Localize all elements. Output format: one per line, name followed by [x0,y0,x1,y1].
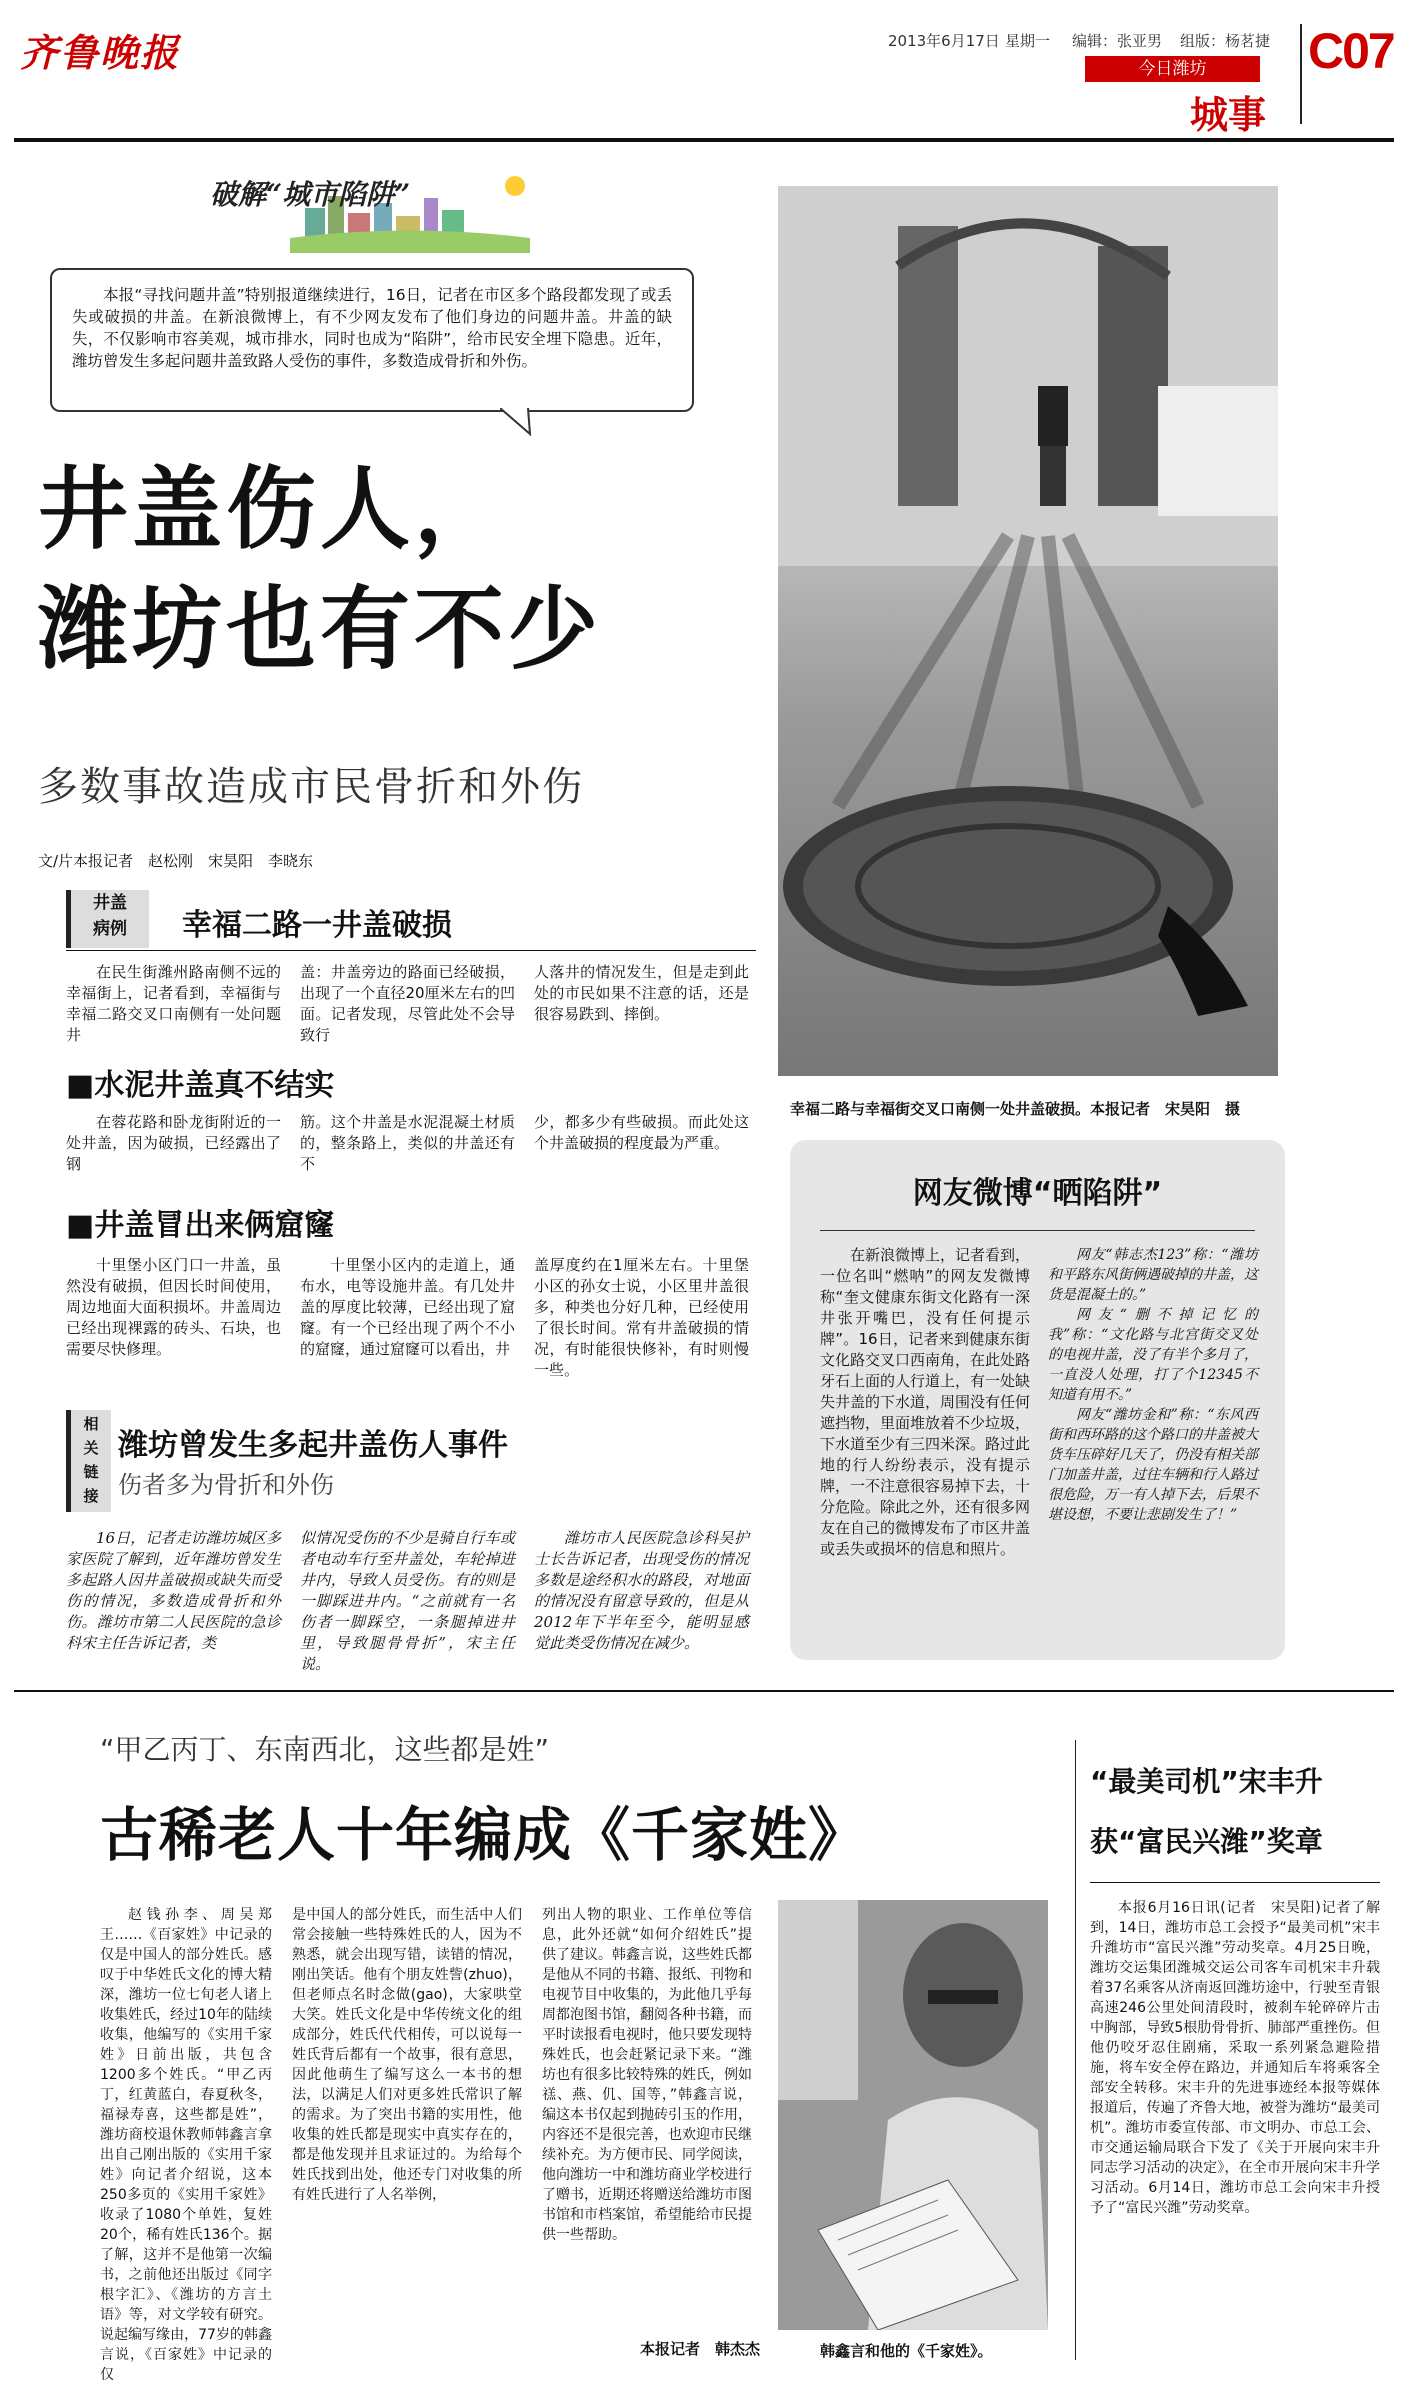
case1-col1: 在民生街潍州路南侧不远的幸福街上，记者看到，幸福街与幸福二路交叉口南侧有一处问题井 [66,963,281,1044]
related-col3: 潍坊市人民医院急诊科吴护士长告诉记者，出现受伤的情况多数是途经积水的路段，对地面的情况没有留意导致的，但是从2012年下半年至今，能明显感觉此类受伤情况在减少。 [534,1529,749,1652]
case3-col2: 十里堡小区内的走道上，通布水，电等设施井盖。有几处井盖的厚度比较薄，已经出现了窟窿。有一个已经出现了两个不小的窟窿，通过窟窿可以看出，井 [300,1256,515,1358]
lead-box [50,268,694,412]
newspaper-logo: 齐鲁晚报 [20,30,181,75]
section-name: 城事 [1190,93,1267,137]
case3-col1: 十里堡小区门口一井盖，虽然没有破损，但因长时间使用，周边地面大面积损坏。井盖周边已经出现裸露的砖头、石块，也需要尽快修理。 [66,1256,281,1358]
case2-col1: 在蓉花路和卧龙街附近的一处井盖，因为破损，已经露出了钢 [66,1113,281,1173]
story2-kicker: “甲乙丙丁、东南西北，这些都是姓” [100,1733,550,1766]
story3-body: 本报6月16日讯(记者 宋昊阳)记者了解到，14日，潍坊市总工会授予“最美司机”宋丰升潍坊市“富民兴潍”劳动奖章。4月25日晚，潍坊交运集团潍城交运公司客车司机宋丰升载着37名乘客从济南返回潍坊途中，行驶至青银高速246公里处间清段时，被刹车轮碎碎片击中胸部，导致5根肋骨骨折、肺部严重挫伤。但他仍咬牙忍住剧痛，采取一系列紧急避险措施，将车安全停在路边，并通知后车将乘客全部安全转移。宋丰升的先进事迹经本报等媒体报道后，传遍了齐鲁大地，被誉为潍坊“最美司机”。潍坊市委宣传部、市文明办、市总工会、市交通运输局联合下发了《关于开展向宋丰升同志学习活动的决定》，在全市开展向宋丰升学习活动。6月14日，潍坊市总工会向宋丰升授予了“富民兴潍”劳动奖章。 [1090,1900,1380,2216]
weibo-post-3: 网友“潍坊金和”称：“东风西街和西环路的这个路口的井盖被大货车压碎好几天了，仍没有相关部门加盖井盖，过往车辆和行人路过很危险，万一有人掉下去，后果不堪设想，不要让悲剧发生了！” [1048,1407,1258,1523]
story2-title: 古稀老人十年编成《千家姓》 [100,1801,868,1869]
headline-byline: 文/片本报记者 赵松刚 宋昊阳 李晓东 [38,852,314,870]
story2-col1: 赵钱孙李、周吴郑王……《百家姓》中记录的仅是中国人的部分姓氏。感叹于中华姓氏文化的博大精深，潍坊一位七旬老人诸上收集姓氏，经过10年的陆续收集，他编写的《实用千家姓》日前出版，共包含1200多个姓氏。“甲乙丙丁，红黄蓝白，春夏秋冬，福禄寿喜，这些都是姓”，潍坊商校退休教师韩鑫言拿出自己刚出版的《实用千家姓》向记者介绍说，这本250多页的《实用千家姓》收录了1080个单姓，复姓20个，稀有姓氏136个。据了解，这并不是他第一次编书，之前他还出版过《同字根字汇》、《潍坊的方言土语》等，对文学较有研究。说起编写缘由，77岁的韩鑫言说，《百家姓》中记录的仅 [100,1907,272,2383]
headline-subtitle: 多数事故造成市民骨折和外伤 [38,764,584,810]
issue-weekday: 星期一 [1005,32,1051,50]
weibo-post-1: 网友“韩志杰123”称：“潍坊和平路东风街俩遇破掉的井盖，这货是混凝土的。” [1048,1247,1258,1303]
related-tag-char2: 关 [83,1439,99,1457]
story2-photo [778,1900,1048,2330]
topic-banner [210,168,550,258]
headline-line1: 井盖伤人， [38,457,508,562]
case-tag [66,890,149,948]
related-tag-char4: 接 [83,1487,99,1505]
case2-title: ■水泥井盖真不结实 [66,1068,335,1103]
case1-title: 幸福二路一井盖破损 [182,908,452,943]
weibo-post-2: 网友“删不掉记忆的我”称：“文化路与北宫街交叉处的电视井盖，没了有半个多月了，一直没人处理，打了个12345不知道有用不。” [1048,1307,1258,1403]
weibo-title-rule [820,1230,1255,1231]
story2-col2: 是中国人的部分姓氏，而生活中人们常会接触一些特殊姓氏的人，因为不熟悉，就会出现写错，读错的情况，刚出笑话。他有个朋友姓訾(zhuo)，但老师点名时念做(gao)，大家哄堂大笑。姓氏文化是中华传统文化的组成部分，姓氏代代相传，可以说每一姓氏背后都有一个故事，很有意思，因此他萌生了编写这么一本书的想法，以满足人们对更多姓氏常识了解的需求。为了突出书籍的实用性，他收集的姓氏都是现实中真实存在的，都是他发现并且求证过的。为给每个姓氏找到出处，他还专门对收集的所有姓氏进行了人名举例， [292,1907,522,2203]
related-col1: 16日，记者走访潍坊城区多家医院了解到，近年潍坊曾发生多起路人因井盖破损或缺失而受伤的情况，多数造成骨折和外伤。潍坊市第二人民医院的急诊科宋主任告诉记者，类 [66,1529,281,1652]
weibo-box [790,1140,1285,1660]
story2-col3: 列出人物的职业、工作单位等信息，此外还就“如何介绍姓氏”提供了建议。韩鑫言说，这些姓氏都是他从不同的书籍、报纸、刊物和电视节目中收集的，为此他几乎每周都泡图书馆，翻阅各种书籍，而平时读报看电视时，他只要发现特殊姓氏，也会赶紧记录下来。“潍坊也有很多比较特殊的姓氏，例如禚、燕、仉、国等，”韩鑫言说，编这本书仅起到抛砖引玉的作用，内容还不是很完善，也欢迎市民继续补充。为方便市民、同学阅读，他向潍坊一中和潍坊商业学校进行了赠书，近期还将赠送给潍坊市图书馆和市档案馆，希望能给市民提供一些帮助。 [542,1907,752,2243]
lead-box-text: 本报“寻找问题井盖”特别报道继续进行，16日，记者在市区多个路段都发现了或丢失或破损的井盖。在新浪微博上，有不少网友发布了他们身边的问题井盖。井盖的缺失，不仅影响市容美观，城市排水，同时也成为“陷阱”，给市民安全埋下隐患。近年，潍坊曾发生多起问题井盖致路人受伤的事件，多数造成骨折和外伤。 [72,286,672,370]
topic-banner-title: 破解“城市陷阱” [210,178,411,211]
story3-title1: “最美司机”宋丰升 [1090,1765,1323,1798]
case2-col3: 少，都多少有些破损。而此处这个井盖破损的程度最为严重。 [534,1113,749,1152]
main-photo-caption: 幸福二路与幸福街交叉口南侧一处井盖破损。本报记者 宋昊阳 摄 [790,1100,1241,1118]
section-divider [14,1690,1394,1692]
case1-col2: 盖：井盖旁边的路面已经破损，出现了一个直径20厘米左右的凹面。记者发现，尽管此处不会导致行 [300,963,515,1044]
section-tag: 今日潍坊 [1085,56,1260,82]
story3-title2: 获“富民兴潍”奖章 [1090,1825,1323,1858]
page-number: C07 [1308,23,1394,79]
page-editor: 编辑：张亚男 [1072,32,1163,50]
related-title: 潍坊曾发生多起井盖伤人事件 [118,1428,508,1463]
case-rule [66,950,756,951]
masthead-rule [14,138,1394,142]
related-tag-char3: 链 [83,1463,99,1481]
related-col2: 似情况受伤的不少是骑自行车或者电动车行至井盖处，车轮掉进井内，导致人员受伤。有的则是一脚踩进井内。“之前就有一名伤者一脚踩空，一条腿掉进井里，导致腿骨骨折”，宋主任说。 [300,1529,515,1673]
main-photo-manhole [778,186,1278,1076]
story2-byline: 本报记者 韩杰杰 [640,2340,761,2358]
related-subtitle: 伤者多为骨折和外伤 [118,1471,334,1499]
story3-vertical-rule [1075,1740,1076,2360]
case-tag-line1: 井盖 [93,893,127,913]
old-man-reading-image [778,1900,1048,2330]
lead-box-pointer [500,408,540,438]
story3-title-rule [1090,1882,1380,1883]
page-designer: 组版：杨茗捷 [1180,32,1271,50]
case1-col3: 人落井的情况发生，但是走到此处的市民如果不注意的话，还是很容易跌到、摔倒。 [534,963,749,1023]
weibo-title: 网友微博“晒陷阱” [912,1176,1163,1211]
case3-col3: 盖厚度约在1厘米左右。十里堡小区的孙女士说，小区里井盖很多，种类也分好几种，已经使用了很长时间。常有井盖破损的情况，有时能很快修补，有时则慢一些。 [534,1256,749,1379]
related-tag [66,1410,111,1512]
case3-title: ■井盖冒出来俩窟窿 [66,1208,335,1243]
case2-col2: 筋。这个井盖是水泥混凝土材质的，整条路上，类似的井盖还有不 [300,1113,515,1173]
case-tag-line2: 病例 [93,919,127,939]
story2-photo-caption: 韩鑫言和他的《千家姓》。 [820,2342,993,2360]
weibo-left-col: 在新浪微博上，记者看到，一位名叫“燃呐”的网友发微博称“奎文健康东街文化路有一深井张开嘴巴，没有任何提示牌”。16日，记者来到健康东街文化路交叉口西南角，在此处路牙石上面的人行道上，有一处缺失井盖的下水道，周围没有任何遮挡物，里面堆放着不少垃圾，下水道至少有三四米深。路过此地的行人纷纷表示，没有提示牌，一不注意很容易掉下去，十分危险。除此之外，还有很多网友在自己的微博发布了市区井盖或丢失或损坏的信息和照片。 [820,1246,1031,1558]
related-tag-char1: 相 [83,1415,99,1433]
weibo-right-col [1048,1245,1258,1525]
street-scene-image [778,186,1278,1076]
masthead-divider [1300,24,1302,124]
issue-date: 2013年6月17日 [888,32,1000,50]
headline-line2: 潍坊也有不少 [38,577,602,682]
